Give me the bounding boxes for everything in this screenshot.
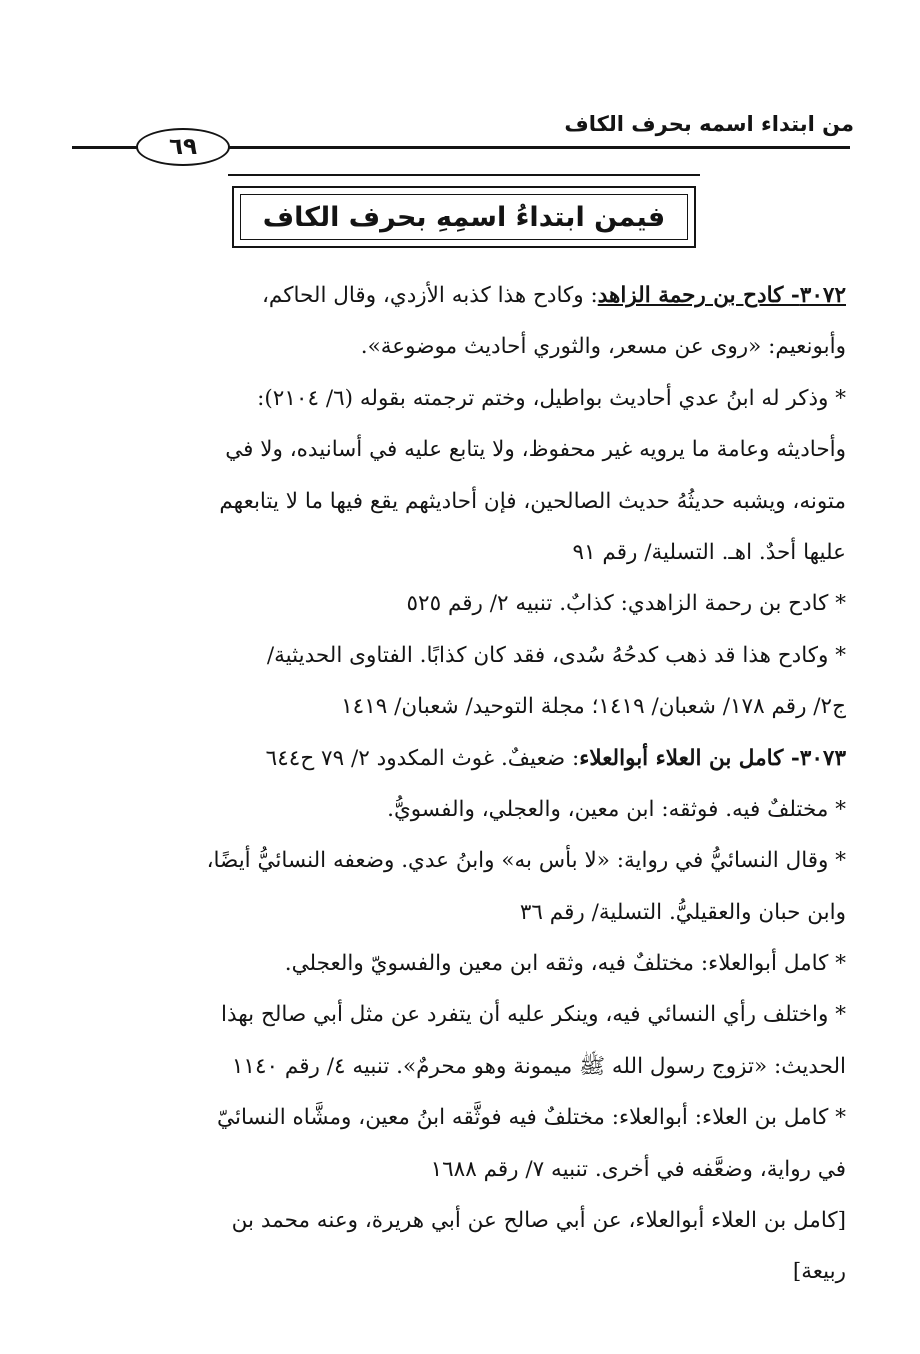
- chapter-title-frame: [232, 186, 696, 248]
- title-frame-top-line: [228, 174, 700, 176]
- entry-heading: ٣٠٧٣- كامل بن العلاء أبوالعلاء: [579, 745, 846, 771]
- text-line: [74, 270, 846, 321]
- text-line: عليها أحدٌ. اهـ. التسلية/ رقم ٩١: [572, 539, 846, 565]
- page-number: ٦٩: [136, 128, 230, 166]
- text-line: [كامل بن العلاء أبوالعلاء، عن أبي صالح عن أبي هريرة، وعنه محمد بن: [231, 1208, 846, 1234]
- running-header-title: من ابتداء اسمه بحرف الكاف: [564, 112, 854, 136]
- text-line: * كادح بن رحمة الزاهدي: كذابٌ. تنبيه ٢/ رقم ٥٢٥: [406, 591, 846, 617]
- text-line: متونه، ويشبه حديثُهُ حديث الصالحين، فإن أحاديثهم يقع فيها ما لا يتابعهم: [219, 488, 846, 514]
- text-line: وأحاديثه وعامة ما يرويه غير محفوظ، ولا يتابع عليه في أسانيده، ولا في: [225, 437, 846, 463]
- text-line: * واختلف رأي النسائي فيه، وينكر عليه أن يتفرد عن مثل أبي صالح بهذا: [220, 1002, 846, 1028]
- text-line: ربيعة]: [792, 1259, 846, 1285]
- body-text: [74, 270, 846, 1298]
- text-line: * وذكر له ابنُ عدي أحاديث بواطيل، وختم ترجمته بقوله (٦/ ٢١٠٤):: [257, 385, 846, 411]
- text-line: ج٢/ رقم ١٧٨/ شعبان/ ١٤١٩؛ مجلة التوحيد/ شعبان/ ١٤١٩: [341, 694, 846, 720]
- text-line: * وكادح هذا قد ذهب كدحُهُ سُدى، فقد كان كذابًا. الفتاوى الحديثية/: [266, 642, 846, 668]
- text-line: وأبونعيم: «روى عن مسعر، والثوري أحاديث موضوعة».: [360, 334, 846, 360]
- text-line: * كامل بن العلاء: أبوالعلاء: مختلفٌ فيه فوثَّقه ابنُ معين، ومشَّاه النسائيّ: [217, 1105, 846, 1131]
- text-line: [74, 733, 846, 784]
- chapter-title: فيمن ابتداءُ اسمِهِ بحرف الكاف: [262, 201, 666, 233]
- entry-heading: ٣٠٧٢- كادح بن رحمة الزاهد: [597, 283, 846, 308]
- text-line: * مختلفٌ فيه. فوثقه: ابن معين، والعجلي، والفسويُّ.: [387, 796, 846, 822]
- text-line: في رواية، وضعَّفه في أخرى. تنبيه ٧/ رقم ١٦٨٨: [430, 1156, 846, 1182]
- line-text: : ضعيفٌ. غوث المكدود ٢/ ٧٩ ح٦٤٤: [265, 745, 580, 771]
- text-line: وابن حبان والعقيليُّ. التسلية/ رقم ٣٦: [519, 899, 846, 925]
- text-line: * كامل أبوالعلاء: مختلفٌ فيه، وثقه ابن معين والفسويّ والعجلي.: [284, 951, 846, 977]
- text-line: الحديث: «تزوج رسول الله ﷺ ميمونة وهو محرمٌ». تنبيه ٤/ رقم ١١٤٠: [231, 1053, 846, 1079]
- text-line: * وقال النسائيُّ في رواية: «لا بأس به» وابنُ عدي. وضعفه النسائيُّ أيضًا،: [206, 848, 846, 874]
- line-text: : وكادح هذا كذبه الأزدي، وقال الحاكم،: [261, 283, 598, 308]
